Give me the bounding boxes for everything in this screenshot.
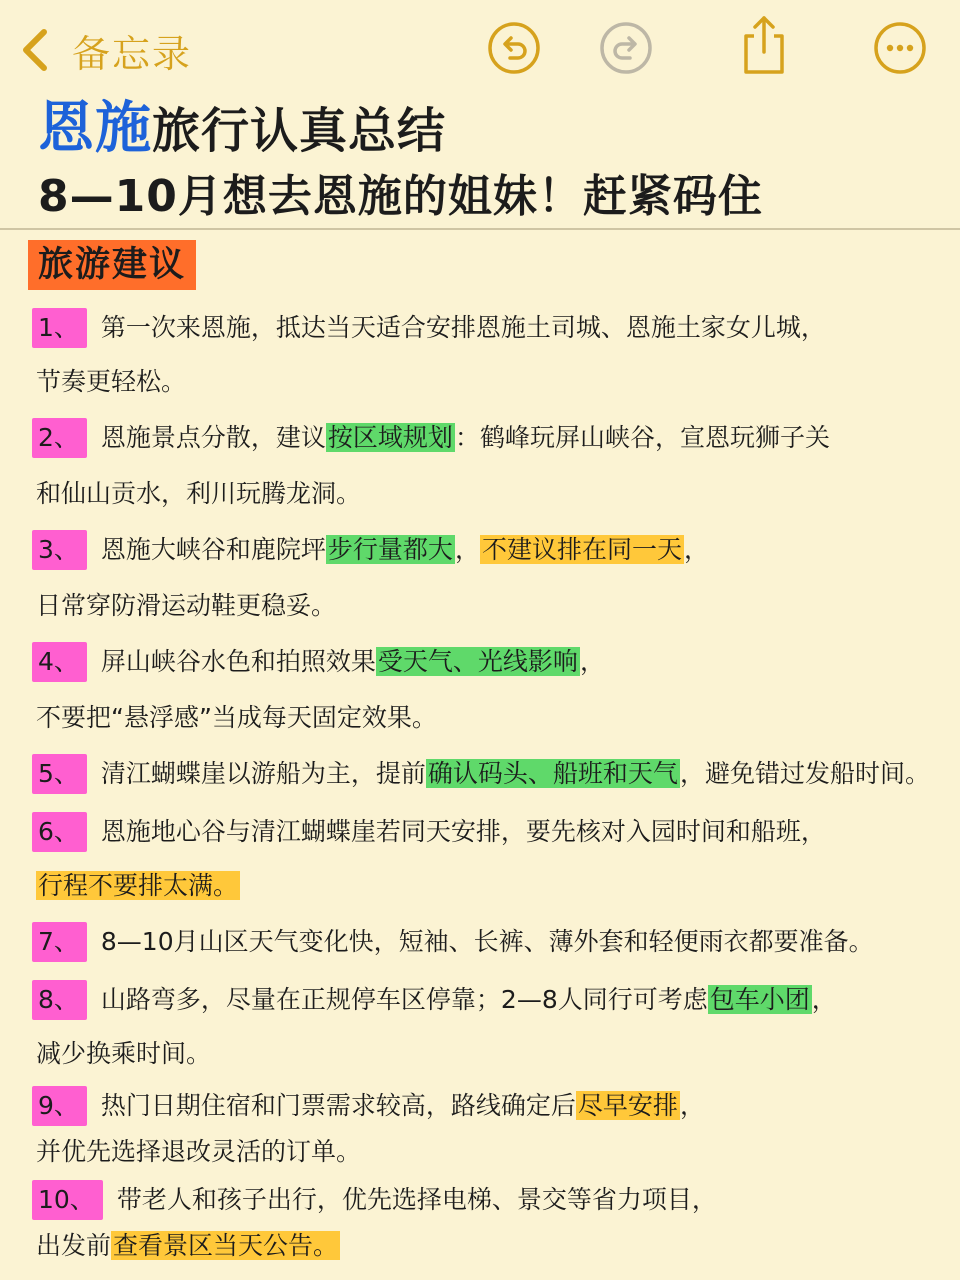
tip-line bbox=[32, 812, 826, 852]
tip-number-badge: 5、 bbox=[32, 754, 87, 794]
tip-line-continued bbox=[36, 586, 336, 626]
more-icon bbox=[872, 20, 928, 76]
undo-icon bbox=[486, 20, 542, 76]
tip-text: 恩施地心谷与清江蝴蝶崖若同天安排，要先核对入园时间和船班， bbox=[100, 817, 826, 846]
tip-line bbox=[32, 980, 837, 1020]
back-button[interactable] bbox=[14, 22, 192, 78]
tip-text: 不要把“悬浮感”当成每天固定效果。 bbox=[36, 703, 437, 732]
tip-line bbox=[32, 308, 826, 348]
tip-text: 带老人和孩子出行，优先选择电梯、景交等省力项目， bbox=[116, 1185, 717, 1214]
highlight-green: 受天气、光线影响 bbox=[377, 647, 578, 676]
tip-text: 第一次来恩施，抵达当天适合安排恩施土司城、恩施土家女儿城， bbox=[100, 313, 826, 342]
highlight-yellow: 不建议排在同一天 bbox=[481, 535, 682, 564]
redo-icon bbox=[598, 20, 654, 76]
tip-line bbox=[32, 922, 874, 962]
tip-line-continued bbox=[36, 1034, 211, 1074]
tip-line bbox=[32, 418, 830, 458]
share-button[interactable] bbox=[736, 14, 792, 70]
tip-number-badge: 2、 bbox=[32, 418, 87, 458]
tip-text: 恩施景点分散，建议 bbox=[100, 423, 326, 452]
highlight-green: 按区域规划 bbox=[327, 423, 453, 452]
tip-line-continued bbox=[36, 1226, 340, 1266]
tip-text: 屏山峡谷水色和拍照效果 bbox=[100, 647, 376, 676]
tip-text: ：鹤峰玩屏山峡谷，宣恩玩狮子关 bbox=[454, 423, 830, 452]
tip-number-badge: 10、 bbox=[32, 1180, 103, 1220]
tip-text: ，避免错过发船时间。 bbox=[679, 759, 930, 788]
share-icon bbox=[736, 14, 792, 76]
tip-text: ， bbox=[679, 1091, 705, 1120]
tip-line-continued bbox=[36, 866, 240, 906]
note-title bbox=[38, 84, 446, 164]
tip-line-continued bbox=[36, 1132, 361, 1172]
tip-text: 热门日期住宿和门票需求较高，路线确定后 bbox=[100, 1091, 576, 1120]
tip-line-continued bbox=[36, 698, 437, 738]
tip-number-badge: 3、 bbox=[32, 530, 87, 570]
section-heading: 旅游建议 bbox=[28, 240, 196, 290]
tip-number-badge: 8、 bbox=[32, 980, 87, 1020]
tip-text: 日常穿防滑运动鞋更稳妥。 bbox=[36, 591, 337, 620]
tip-line bbox=[32, 1086, 705, 1126]
tip-text: ， bbox=[579, 647, 605, 676]
tip-number-badge: 9、 bbox=[32, 1086, 87, 1126]
tip-line bbox=[32, 642, 605, 682]
navigation-bar bbox=[0, 0, 960, 96]
tip-text: ， bbox=[811, 985, 837, 1014]
tip-text: 和仙山贡水，利川玩腾龙洞。 bbox=[36, 479, 362, 508]
tip-line bbox=[32, 754, 930, 794]
title-highlight: 恩施 bbox=[38, 96, 152, 161]
tip-text: ， bbox=[454, 535, 480, 564]
tip-number-badge: 6、 bbox=[32, 812, 87, 852]
highlight-yellow: 查看景区当天公告。 bbox=[113, 1231, 339, 1260]
tip-line bbox=[32, 530, 709, 570]
tip-text: 减少换乘时间。 bbox=[36, 1039, 212, 1068]
title-rest: 旅行认真总结 bbox=[152, 103, 447, 159]
more-button[interactable] bbox=[872, 20, 928, 76]
tip-text: 出发前 bbox=[36, 1231, 112, 1260]
tip-text: 节奏更轻松。 bbox=[36, 367, 187, 396]
highlight-green: 包车小团 bbox=[709, 985, 810, 1014]
title-divider bbox=[0, 228, 960, 230]
highlight-yellow: 行程不要排太满。 bbox=[38, 871, 239, 900]
tip-text: ， bbox=[683, 535, 709, 564]
tip-line-continued bbox=[36, 362, 186, 402]
tip-number-badge: 1、 bbox=[32, 308, 87, 348]
tip-number-badge: 7、 bbox=[32, 922, 87, 962]
highlight-green: 步行量都大 bbox=[327, 535, 453, 564]
back-label: 备忘录 bbox=[72, 31, 193, 76]
tip-line-continued bbox=[36, 474, 361, 514]
redo-button[interactable] bbox=[598, 20, 654, 76]
tip-line bbox=[32, 1180, 717, 1220]
tip-text: 恩施大峡谷和鹿院坪 bbox=[100, 535, 326, 564]
note-subtitle: 8—10月想去恩施的姐妹！赶紧码住 bbox=[38, 171, 763, 222]
tip-text: 并优先选择退改灵活的订单。 bbox=[36, 1137, 362, 1166]
chevron-left-icon bbox=[14, 26, 56, 74]
tip-text: 8—10月山区天气变化快，短袖、长裤、薄外套和轻便雨衣都要准备。 bbox=[100, 927, 874, 956]
undo-button[interactable] bbox=[486, 20, 542, 76]
tip-text: 清江蝴蝶崖以游船为主，提前 bbox=[100, 759, 426, 788]
tip-number-badge: 4、 bbox=[32, 642, 87, 682]
highlight-yellow: 尽早安排 bbox=[577, 1091, 678, 1120]
tip-text: 山路弯多，尽量在正规停车区停靠；2—8人同行可考虑 bbox=[100, 985, 708, 1014]
highlight-green: 确认码头、船班和天气 bbox=[427, 759, 678, 788]
